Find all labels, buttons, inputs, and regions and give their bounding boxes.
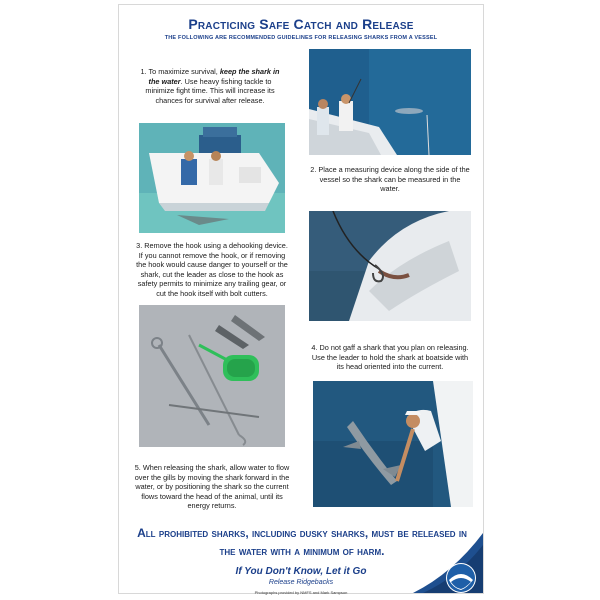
- photo-anglers-boatside: [309, 49, 471, 155]
- poster-page: [118, 4, 484, 594]
- step-2-text: 2. Place a measuring device along the side of the vessel so the shark can be measured in the water.: [310, 165, 470, 194]
- photo-releasing-shark: [313, 381, 473, 507]
- step-1-rest: . Use heavy fishing tackle to minimize fight time. This will increase its chances for survival after release.: [145, 76, 275, 105]
- step-5-text: 5. When releasing the shark, allow water to flow over the gills by moving the shark forward in the water, or by positioning the shark so the current flows toward the head of the animal, until its energy returns.: [134, 463, 290, 511]
- poster-title: Practicing Safe Catch and Release: [188, 16, 414, 32]
- photo-dehooking-tools: [139, 305, 285, 447]
- step-3-text: 3. Remove the hook using a dehooking device. If you cannot remove the hook, or if removing the hook would cause danger to yourself or the shark, cut the leader as close to the hook as safety permits to minimize any trailing gear, or cut the hook itself with bolt cutters.: [136, 241, 288, 298]
- prohibited-sharks-warning: All prohibited sharks, including dusky sharks, must be released in the water with a minimum of harm.: [137, 526, 467, 558]
- step-1-text: [135, 67, 285, 105]
- photo-hook-in-mouth: [309, 211, 471, 321]
- step-4-text: 4. Do not gaff a shark that you plan on releasing. Use the leader to hold the shark at boatside with its head oriented into the current.: [311, 343, 469, 372]
- poster-subtitle: THE FOLLOWING ARE RECOMMENDED GUIDELINES FOR RELEASING SHARKS FROM A VESSEL: [164, 35, 438, 41]
- slogan-secondary: Release Ridgebacks: [268, 579, 334, 586]
- step-1-emphasis: keep the shark in the water: [148, 67, 280, 86]
- slogan-main: If You Don't Know, Let it Go: [235, 566, 367, 577]
- photo-credits: Photographs provided by NMFS and Mark Sampson: [254, 590, 348, 595]
- step-1-lead: 1. To maximize survival,: [140, 67, 220, 76]
- photo-boat-shallow-water: [139, 123, 285, 233]
